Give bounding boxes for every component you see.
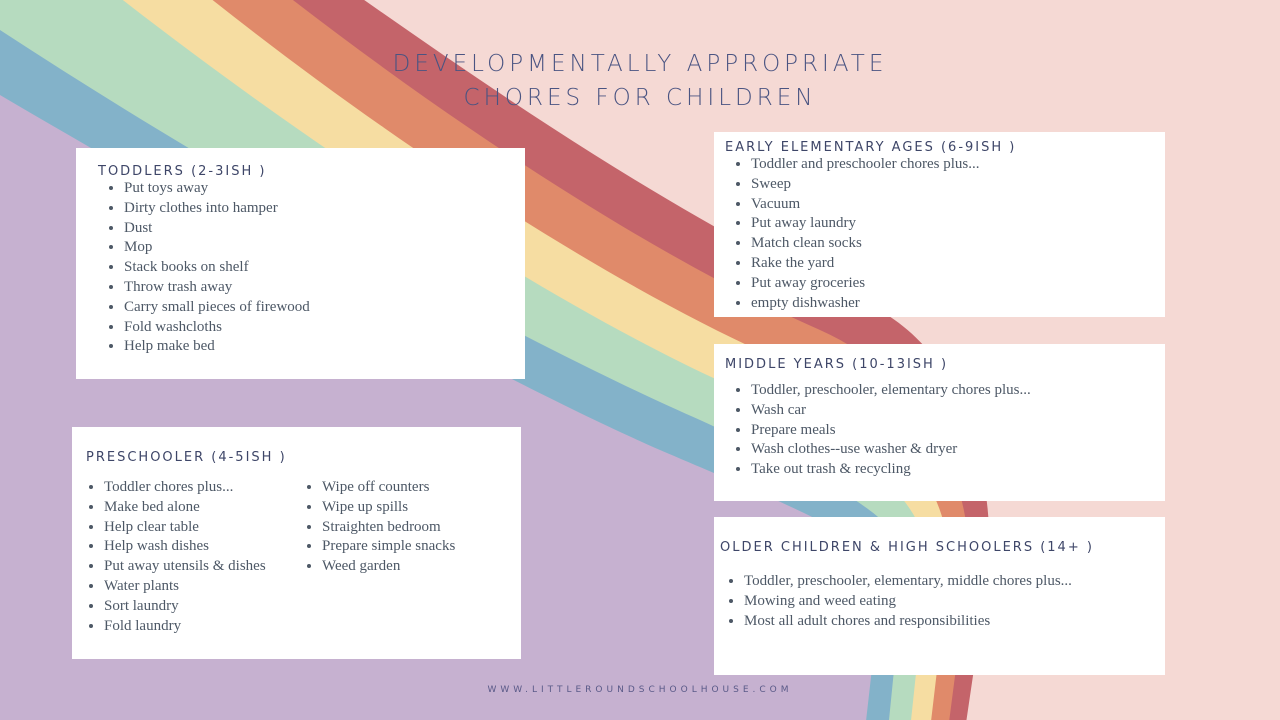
list-item: • Stack books on shelf (124, 258, 525, 278)
list-item: • Mowing and weed eating (744, 592, 1165, 612)
list-item: • Help clear table (104, 518, 304, 538)
list-item: • Put toys away (124, 179, 525, 199)
list-item: • Most all adult chores and responsibilities (744, 612, 1165, 632)
list-item: • Toddler chores plus... (104, 478, 304, 498)
list-item: • Sort laundry (104, 597, 304, 617)
list-item: • Make bed alone (104, 498, 304, 518)
list-item: • Throw trash away (124, 278, 525, 298)
list-item: • Help wash dishes (104, 537, 304, 557)
website-url (0, 685, 1280, 695)
list-item: • Rake the yard (751, 254, 1165, 274)
page-title-line2: CHORES FOR CHILDREN (463, 85, 817, 111)
list-item: • Prepare simple snacks (322, 537, 514, 557)
list-item: • Wash clothes--use washer & dryer (751, 440, 1165, 460)
list-item: • empty dishwasher (751, 294, 1165, 314)
list-item: • Mop (124, 238, 525, 258)
chore-list (725, 155, 1165, 313)
card-heading: MIDDLE YEARS (10-13ISH ) (725, 357, 949, 372)
list-item: • Toddler, preschooler, elementary chores plus... (751, 381, 1165, 401)
list-item: • Fold washcloths (124, 318, 525, 338)
list-item: • Carry small pieces of firewood (124, 298, 525, 318)
list-item: • Straighten bedroom (322, 518, 514, 538)
list-item: • Water plants (104, 577, 304, 597)
card-preschooler (72, 427, 521, 659)
list-item: • Vacuum (751, 195, 1165, 215)
chore-list (720, 572, 1165, 631)
list-item: • Put away laundry (751, 214, 1165, 234)
chore-list (725, 381, 1165, 480)
list-item: • Wash car (751, 401, 1165, 421)
list-item: • Dust (124, 219, 525, 239)
list-item: • Toddler, preschooler, elementary, middle chores plus... (744, 572, 1165, 592)
list-item: • Match clean socks (751, 234, 1165, 254)
card-early-elementary (714, 132, 1165, 317)
chore-list-column-1 (86, 478, 304, 636)
chore-list-column-2 (304, 478, 514, 636)
list-item: • Dirty clothes into hamper (124, 199, 525, 219)
card-heading: EARLY ELEMENTARY AGES (6-9ISH ) (725, 140, 1017, 155)
card-heading: TODDLERS (2-3ISH ) (98, 164, 267, 179)
card-older-children (714, 517, 1165, 675)
list-item: • Wipe up spills (322, 498, 514, 518)
list-item: • Put away groceries (751, 274, 1165, 294)
list-item: • Put away utensils & dishes (104, 557, 304, 577)
list-item: • Help make bed (124, 337, 525, 357)
list-item: • Sweep (751, 175, 1165, 195)
chore-list (98, 179, 525, 357)
list-item: • Take out trash & recycling (751, 460, 1165, 480)
card-middle-years (714, 344, 1165, 501)
list-item: • Wipe off counters (322, 478, 514, 498)
list-item: • Weed garden (322, 557, 514, 577)
page-title-line1: DEVELOPMENTALLY APPROPRIATE (392, 51, 888, 77)
list-item: • Prepare meals (751, 421, 1165, 441)
card-heading: PRESCHOOLER (4-5ISH ) (86, 450, 287, 465)
website-url-text: WWW.LITTLEROUNDSCHOOLHOUSE.COM (487, 685, 793, 695)
list-item: • Toddler and preschooler chores plus... (751, 155, 1165, 175)
list-item: • Fold laundry (104, 617, 304, 637)
card-toddlers (76, 148, 525, 379)
card-heading: OLDER CHILDREN & HIGH SCHOOLERS (14+ ) (720, 540, 1094, 555)
